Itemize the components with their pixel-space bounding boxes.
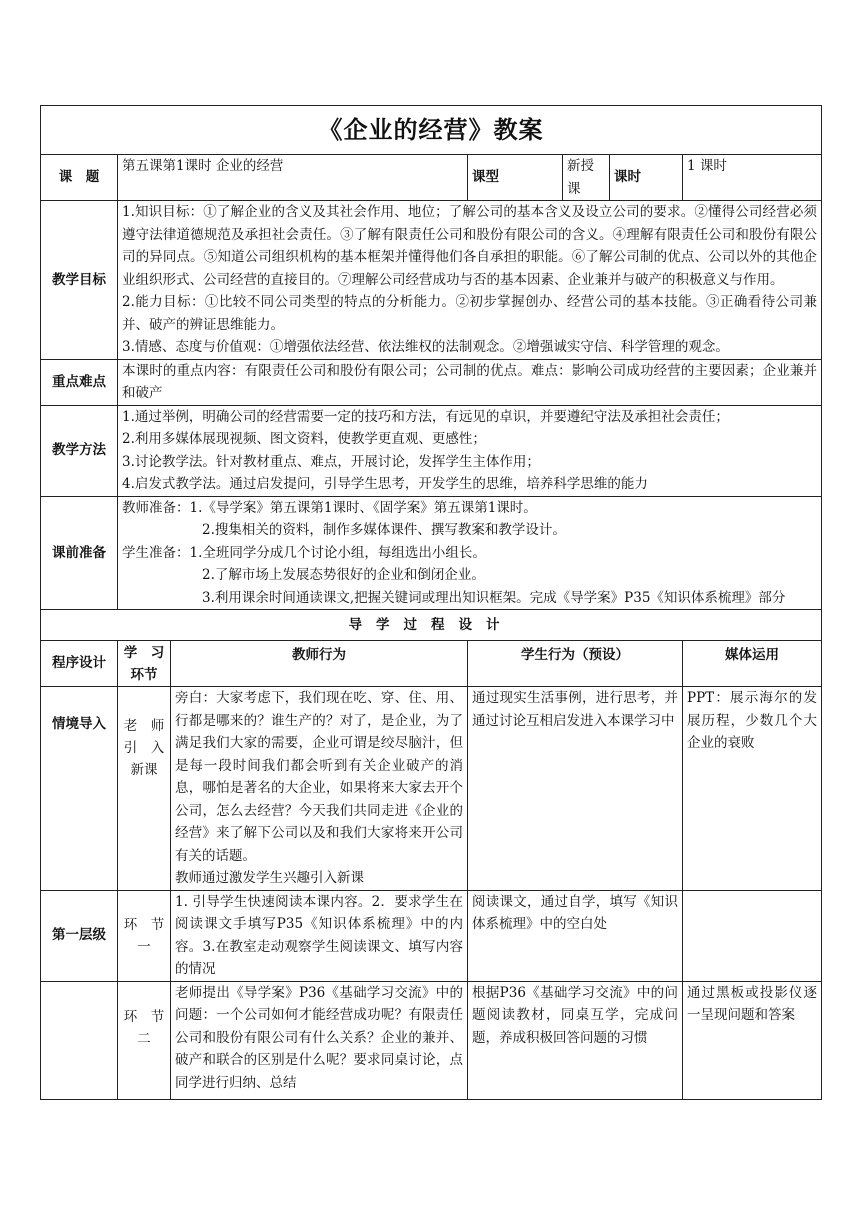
hours-label: 课时 <box>610 155 683 201</box>
method-content <box>118 405 822 496</box>
method-line: 3.讨论教学法。针对教材重点、难点，开展讨论，发挥学生主体作用； <box>122 453 540 470</box>
row-teacher-step1: 1. 引导学生快速阅读本课内容。2．要求学生在阅读课文手填写P35《知识体系梳理》中的内容。3.在教室走动观察学生阅读课文、填写内容的情况 <box>171 890 468 981</box>
row-teacher-step2: 老师提出《导学案》P36《基础学习交流》中的问题：一个公司如何才能经营成功呢？有限责任公司和股份有限公司有什么关系？企业的兼并、破产和联合的区别是什么呢？要求同桌讨论，点同学进行归纳、总结 <box>171 981 468 1099</box>
row-stage-intro <box>118 687 171 891</box>
prep-teacher-line: 2.搜集相关的资料，制作多媒体课件、撰写教案和教学设计。 <box>202 522 566 538</box>
row-media-step1 <box>683 890 822 981</box>
goals-knowledge: 1.知识目标：①了解企业的含义及其社会作用、地位；了解公司的基本含义及设立公司的要求。②懂得公司经营必须遵守法律道德规范及承担社会责任。③了解有限责任公司和股份有限公司的含义。④理解有限责任公司和股份有限公司的异同点。⑤知道公司组织机构的基本框架并懂得他们各自承担的职能。⑥了解公司制的优点、公司以外的其他企业组织形式、公司经营的直接目的。⑦理解公司经营成功与否的基本因素、企业兼并与破产的积极意义与作用。 <box>122 204 817 288</box>
prep-student-line: 学生准备：1.全班同学分成几个讨论小组，每组选出小组长。 <box>122 544 486 561</box>
lesson-type-value: 新授课 <box>563 155 610 201</box>
row-program-level1-cont <box>41 981 118 1099</box>
row-teacher-intro <box>171 687 468 891</box>
hours-value: 1 课时 <box>683 155 822 201</box>
row-program-level1: 第一层级 <box>41 890 118 981</box>
lesson-type-label: 课型 <box>468 155 563 201</box>
header-program: 程序设计 <box>41 641 118 687</box>
row-media-step2: 通过黑板或投影仪逐一呈现问题和答案 <box>683 981 822 1099</box>
method-line: 1.通过举例，明确公司的经营需要一定的技巧和方法，有远见的卓识，并要遵纪守法及承担社会责任； <box>122 408 729 425</box>
stage-text: 环 节 二 <box>123 1008 165 1047</box>
section-title: 导学过程设计 <box>41 610 822 641</box>
topic-label: 课 题 <box>41 155 118 201</box>
goals-label: 教学目标 <box>41 201 118 360</box>
stage-text: 老 师 引 入 新课 <box>123 718 165 778</box>
method-line: 4.启发式教学法。通过启发提问，引导学生思考，开发学生的思维，培养科学思维的能力 <box>122 476 648 492</box>
prep-content <box>118 496 822 610</box>
goals-ability: 2.能力目标：①比较不同公司类型的特点的分析能力。②初步掌握创办、经营公司的基本技能。③正确看待公司兼并、破产的辨证思维能力。 <box>122 294 817 333</box>
header-stage <box>118 641 171 687</box>
page-title: 《企业的经营》教案 <box>41 106 822 155</box>
teacher-note: 教师通过激发学生兴趣引入新课 <box>175 870 364 886</box>
row-student-step2: 根据P36《基础学习交流》中的问题阅读教材，同桌互学，完成问题，养成积极回答问题的习惯 <box>468 981 683 1099</box>
prep-teacher-line: 教师准备：1.《导学案》第五课第1课时、《固学案》第五课第1课时。 <box>122 499 537 516</box>
key-points-label: 重点难点 <box>41 359 118 405</box>
lesson-plan-table <box>40 105 822 1100</box>
row-student-step1: 阅读课文，通过自学，填写《知识体系梳理》中的空白处 <box>468 890 683 981</box>
row-media-intro: PPT：展示海尔的发展历程，少数几个大企业的衰败 <box>683 687 822 891</box>
prep-student-line: 2.了解市场上发展态势很好的企业和倒闭企业。 <box>202 567 485 583</box>
goals-emotion: 3.情感、态度与价值观：①增强依法经营、依法维权的法制观念。②增强诚实守信、科学管理的观念。 <box>122 339 729 355</box>
goals-content <box>118 201 822 360</box>
teacher-narration: 旁白：大家考虑下，我们现在吃、穿、住、用、行都是哪来的？谁生产的？对了，是企业，为了满足我们大家的需要，企业可谓是绞尽脑汁，但是每一段时间我们都会听到有关企业破产的消息，哪怕是著名的大企业，如果将来大家去开个公司，怎么去经营？今天我们共同走进《企业的经营》来了解下公司以及和我们大家将来开公司有关的话题。 <box>175 690 463 864</box>
row-student-intro: 通过现实生活事例，进行思考，并通过讨论互相启发进入本课学习中 <box>468 687 683 891</box>
stage-text: 环 节 一 <box>123 916 165 955</box>
header-student: 学生行为（预设） <box>468 641 683 687</box>
header-stage-line1: 学 习 <box>123 644 165 661</box>
method-label: 教学方法 <box>41 405 118 496</box>
method-line: 2.利用多媒体展现视频、图文资料，使教学更直观、更感性； <box>122 431 486 447</box>
header-stage-line2: 环节 <box>130 666 158 683</box>
prep-student-line: 3.利用课余时间通读课文,把握关键词或理出知识框架。完成《导学案》P35《知识体系梳理》部分 <box>202 589 786 606</box>
lesson-plan-document <box>40 105 821 1100</box>
header-teacher: 教师行为 <box>171 641 468 687</box>
key-points-content: 本课时的重点内容：有限责任公司和股份有限公司；公司制的优点。难点：影响公司成功经营的主要因素；企业兼并和破产 <box>118 359 822 405</box>
header-media: 媒体运用 <box>683 641 822 687</box>
row-program-intro: 情境导入 <box>41 687 118 891</box>
prep-label: 课前准备 <box>41 496 118 610</box>
row-stage-step1 <box>118 890 171 981</box>
topic-value: 第五课第1课时 企业的经营 <box>118 155 468 201</box>
row-stage-step2 <box>118 981 171 1099</box>
